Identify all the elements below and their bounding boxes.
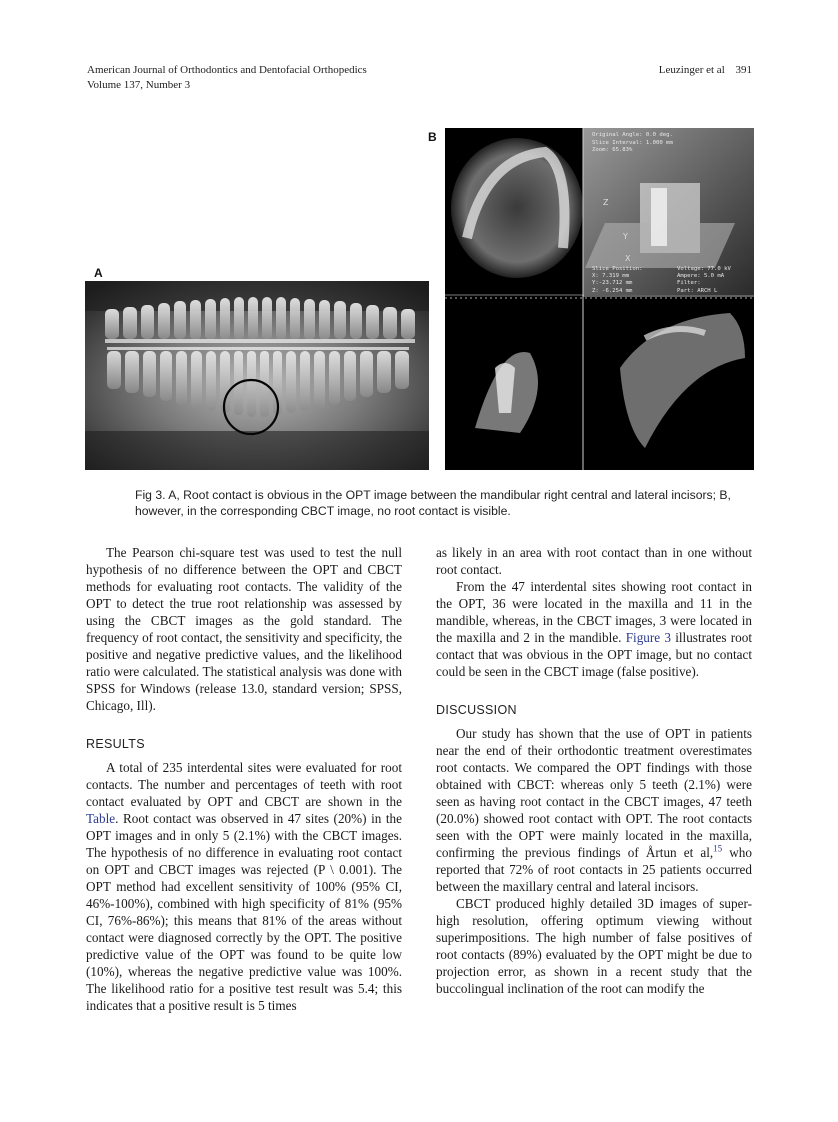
figure-3 xyxy=(0,0,838,518)
author-line: Leuzinger et al xyxy=(658,64,725,76)
discussion-paragraph-1: Our study has shown that the use of OPT in patients near the end of their orthodontic treatment overestimates root contacts. We compared the OPT findings with those obtained with CBCT: whereas only 5 teeth (2.1%) were seen as having root contact in the CBCT images, 47 teeth (20.0%) showed root contact with OPT. The root contacts seen with the OPT were mainly located in the maxilla, confirming the previous findings of Årtun et al,$^{15}$ who reported that 72% of root contacts in 25 patients occurred between the maxillary central and lateral incisors. xyxy=(436,726,752,894)
reference-15-link[interactable]: 15 xyxy=(713,843,723,854)
figure-caption: Fig 3. A, Root contact is obvious in the OPT image between the mandibular right central and lateral incisors; B, however, in the corresponding CBCT image, no root contact is visible. xyxy=(135,488,731,518)
cbct-axis-y: Y xyxy=(623,232,628,241)
discussion-heading: DISCUSSION xyxy=(436,703,517,717)
left-column xyxy=(86,544,402,1014)
cbct-info-bottom-right: Voltage: 77.0 kV Ampere: 5.0 mA Filter: Part: ARCH L xyxy=(677,266,731,294)
panel-label-a: A xyxy=(94,266,103,280)
journal-title: American Journal of Orthodontics and Dentofacial Orthopedics xyxy=(87,64,367,76)
results-location-paragraph: From the 47 interdental sites showing root contact in the OPT, 36 were located in the maxilla and 11 in the mandible, whereas, in the CBCT images, 3 were located in the maxilla and 2 in the mandible. Figure 3 illustrates root contact that was obvious in the OPT image, but no contact could be seen in the CBCT image (false positive). xyxy=(436,579,752,679)
cbct-axis-x: X xyxy=(625,254,631,263)
cbct-info-bottom-left: Slice Position: X: 7.319 mm Y:-23.712 mm Z: -6.254 mm xyxy=(592,266,643,294)
table-link[interactable]: Table xyxy=(86,811,116,826)
results-heading: RESULTS xyxy=(86,737,145,751)
methods-paragraph: The Pearson chi-square test was used to test the null hypothesis of no difference between the OPT and CBCT methods for evaluating root contacts. The validity of the OPT to detect the true root relationship was assessed by using the CBCT images as the gold standard. The frequency of root contact, the sensitivity and specificity, the positive and negative predictive values, and the likelihood ratio were calculated. The statistical analysis was done with SPSS for Windows (release 13.0, standard version; SPSS, Chicago, Ill). xyxy=(86,545,402,713)
page-number: 391 xyxy=(735,64,752,76)
results-continuation: as likely in an area with root contact than in one without root contact. xyxy=(436,545,752,577)
discussion-paragraph-2: CBCT produced highly detailed 3D images of super-high resolution, offering optimum viewing without superimpositions. The high number of false positives of root contacts (89%) evaluated by the OPT might be due to projection error, as shown in a recent study that the buccolingual inclination of the root can modify the xyxy=(436,896,752,996)
journal-volume: Volume 137, Number 3 xyxy=(87,79,191,91)
cbct-info-top: Original Angle: 0.0 deg. Slice Interval: 1.000 mm Zoom: 65.83% xyxy=(592,132,673,153)
results-paragraph: A total of 235 interdental sites were evaluated for root contacts. The number and percentages of teeth with root contact evaluated by OPT and CBCT are shown in the Table. Root contact was observed in 47 sites (20%) in the OPT images and in only 5 (2.1%) with the CBCT images. The hypothesis of no difference in evaluating root contact on OPT and CBCT images was rejected (P \ 0.001). The OPT method had excellent sensitivity of 100% (95% CI, 46%-100%), combined with high specificity of 81% (95% CI, 76%-86%); this means that 81% of the areas without contact were diagnosed correctly by the OPT. The positive predictive value of the OPT was found to be quite low (10%), whereas the negative predictive value was 100%. The likelihood ratio for a positive test result was 5.4; this indicates that a positive result is 5 times xyxy=(86,760,402,1013)
figure-3-link[interactable]: Figure 3 xyxy=(625,630,671,645)
cbct-multiview-image xyxy=(445,128,754,470)
cbct-axis-z: Z xyxy=(603,198,609,207)
panel-label-b: B xyxy=(428,130,437,144)
opt-panoramic-image xyxy=(85,281,429,470)
right-column xyxy=(436,544,752,997)
